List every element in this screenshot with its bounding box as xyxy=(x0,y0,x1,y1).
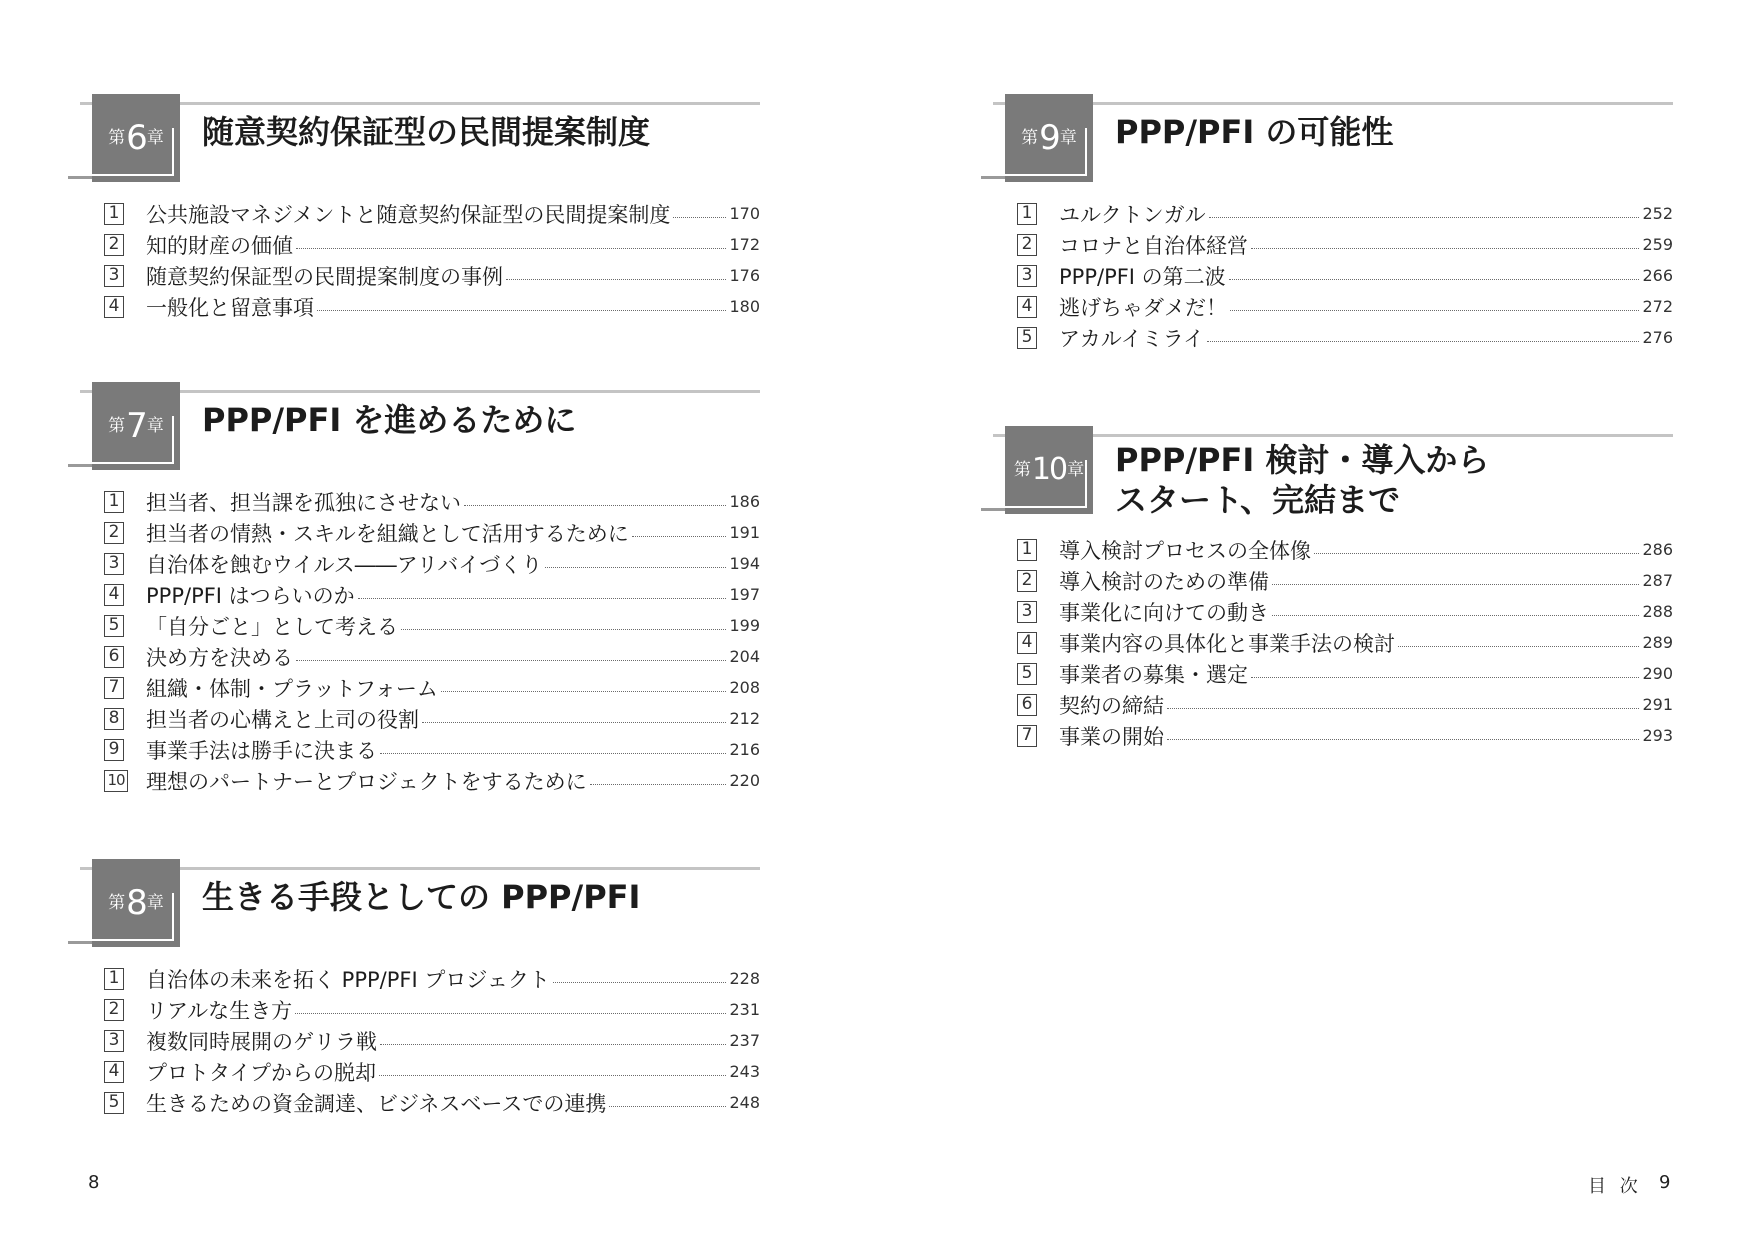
toc-entry[interactable]: 5 生きるための資金調達、ビジネスベースでの連携 248 xyxy=(104,1087,760,1118)
chapter-6 xyxy=(80,94,760,320)
toc-entry[interactable]: 4 事業内容の具体化と事業手法の検討 289 xyxy=(1017,627,1673,658)
chapter-badge: 第 7 章 xyxy=(92,382,180,470)
toc-entry[interactable]: 2 担当者の情熱・スキルを組織として活用するために 191 xyxy=(104,517,760,548)
chapter-title: PPP/PFI 検討・導入から スタート、完結まで xyxy=(1115,441,1490,519)
chapter-rule xyxy=(993,434,1673,437)
toc-entry[interactable]: 5 事業者の募集・選定 290 xyxy=(1017,658,1673,689)
chapter-rule xyxy=(80,390,760,393)
toc-entry[interactable]: 2 知的財産の価値 172 xyxy=(104,229,760,260)
toc-entry[interactable]: 3 事業化に向けての動き 288 xyxy=(1017,596,1673,627)
toc-entry[interactable]: 3 複数同時展開のゲリラ戦 237 xyxy=(104,1025,760,1056)
toc-entry[interactable]: 6 契約の締結 291 xyxy=(1017,689,1673,720)
chapter-rule xyxy=(80,102,760,105)
toc-entry[interactable]: 1 導入検討プロセスの全体像 286 xyxy=(1017,534,1673,565)
page-number-left: 8 xyxy=(88,1172,100,1193)
page-number-right: 9 xyxy=(1659,1172,1671,1193)
toc-list xyxy=(1017,198,1673,353)
chapter-title: PPP/PFI を進めるために xyxy=(202,401,577,439)
chapter-8 xyxy=(80,859,760,1116)
chapter-header xyxy=(80,382,760,478)
chapter-7 xyxy=(80,382,760,794)
toc-entry[interactable]: 7 組織・体制・プラットフォーム 208 xyxy=(104,672,760,703)
toc-entry[interactable]: 4 一般化と留意事項 180 xyxy=(104,291,760,322)
toc-entry[interactable]: 2 コロナと自治体経営 259 xyxy=(1017,229,1673,260)
folio-label: 目 次 xyxy=(1588,1176,1642,1197)
chapter-header xyxy=(993,94,1673,190)
toc-entry[interactable]: 5 「自分ごと」として考える 199 xyxy=(104,610,760,641)
chapter-title: 生きる手段としての PPP/PFI xyxy=(202,878,641,916)
toc-entry[interactable]: 6 決め方を決める 204 xyxy=(104,641,760,672)
toc-entry[interactable]: 4 PPP/PFI はつらいのか 197 xyxy=(104,579,760,610)
toc-list xyxy=(104,963,760,1118)
chapter-header xyxy=(993,426,1673,518)
toc-list xyxy=(1017,534,1673,751)
toc-entry[interactable]: 1 自治体の未来を拓く PPP/PFI プロジェクト 228 xyxy=(104,963,760,994)
chapter-badge: 第 6 章 xyxy=(92,94,180,182)
toc-entry[interactable]: 9 事業手法は勝手に決まる 216 xyxy=(104,734,760,765)
toc-entry[interactable]: 1 ユルクトンガル 252 xyxy=(1017,198,1673,229)
chapter-header xyxy=(80,94,760,190)
toc-list xyxy=(104,486,760,796)
toc-entry[interactable]: 7 事業の開始 293 xyxy=(1017,720,1673,751)
toc-entry[interactable]: 3 PPP/PFI の第二波 266 xyxy=(1017,260,1673,291)
chapter-title: 随意契約保証型の民間提案制度 xyxy=(202,113,651,151)
chapter-10 xyxy=(993,426,1673,749)
toc-entry[interactable]: 1 公共施設マネジメントと随意契約保証型の民間提案制度 170 xyxy=(104,198,760,229)
toc-list xyxy=(104,198,760,322)
toc-entry[interactable]: 2 リアルな生き方 231 xyxy=(104,994,760,1025)
chapter-title: PPP/PFI の可能性 xyxy=(1115,113,1394,151)
toc-entry[interactable]: 1 担当者、担当課を孤独にさせない 186 xyxy=(104,486,760,517)
chapter-header xyxy=(80,859,760,955)
toc-entry[interactable]: 4 プロトタイプからの脱却 243 xyxy=(104,1056,760,1087)
toc-entry[interactable]: 8 担当者の心構えと上司の役割 212 xyxy=(104,703,760,734)
toc-entry[interactable]: 10 理想のパートナーとプロジェクトをするために 220 xyxy=(104,765,760,796)
chapter-9 xyxy=(993,94,1673,351)
chapter-badge: 第 9 章 xyxy=(1005,94,1093,182)
toc-entry[interactable]: 4 逃げちゃダメだ！ 272 xyxy=(1017,291,1673,322)
chapter-rule xyxy=(80,867,760,870)
toc-entry[interactable]: 3 随意契約保証型の民間提案制度の事例 176 xyxy=(104,260,760,291)
toc-entry[interactable]: 3 自治体を蝕むウイルス――アリバイづくり 194 xyxy=(104,548,760,579)
chapter-badge: 第 8 章 xyxy=(92,859,180,947)
chapter-rule xyxy=(993,102,1673,105)
toc-entry[interactable]: 5 アカルイミライ 276 xyxy=(1017,322,1673,353)
toc-entry[interactable]: 2 導入検討のための準備 287 xyxy=(1017,565,1673,596)
chapter-badge: 第 10 章 xyxy=(1005,426,1093,514)
